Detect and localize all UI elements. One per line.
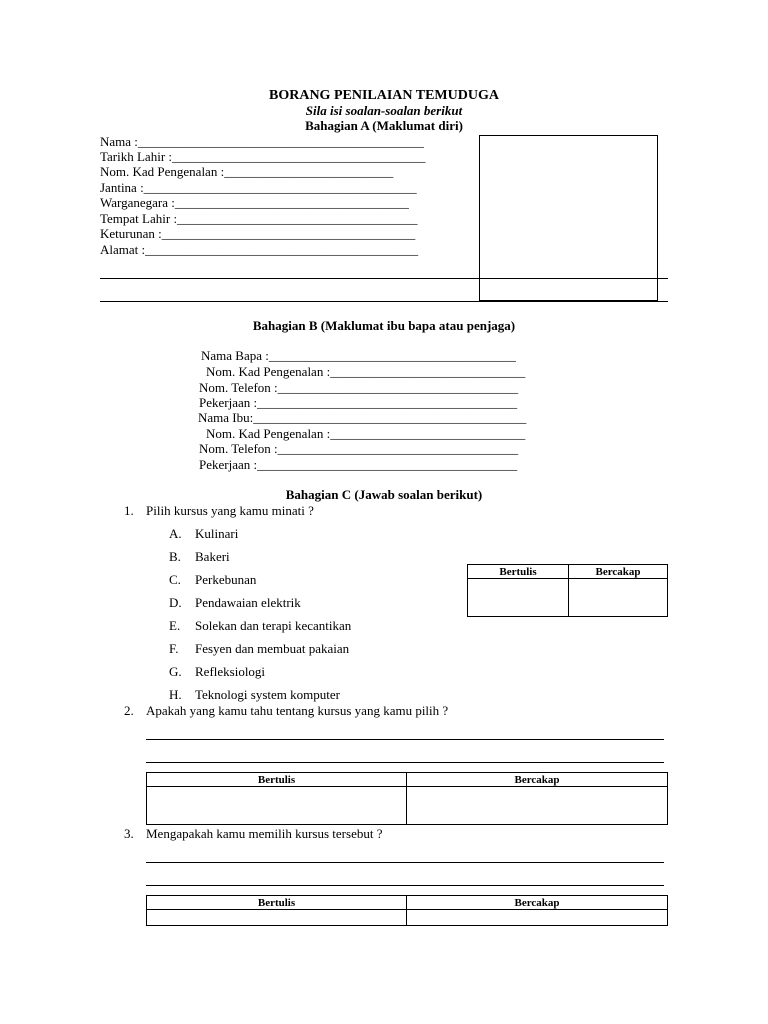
option-label: Refleksiologi bbox=[195, 664, 266, 679]
score-cell-written[interactable] bbox=[147, 787, 407, 825]
field-ibu-telefon[interactable]: Nom. Telefon :_____________________________________ bbox=[199, 441, 519, 456]
section-c-heading: Bahagian C (Jawab soalan berikut) bbox=[285, 487, 483, 502]
option-label: Solekan dan terapi kecantikan bbox=[195, 618, 352, 633]
score-cell-spoken[interactable] bbox=[407, 910, 668, 926]
option-label: Perkebunan bbox=[195, 572, 257, 587]
field-jantina[interactable]: Jantina :__________________________________________ bbox=[100, 180, 417, 195]
score-cell-spoken[interactable] bbox=[569, 579, 668, 617]
answer-line[interactable] bbox=[146, 739, 664, 740]
score-header-spoken: Bercakap bbox=[569, 565, 668, 579]
option-f[interactable] bbox=[169, 641, 349, 657]
section-b-heading: Bahagian B (Maklumat ibu bapa atau penjaga) bbox=[252, 318, 516, 333]
answer-line[interactable] bbox=[146, 885, 664, 886]
q1-score-table bbox=[467, 564, 668, 617]
option-label: Teknologi system komputer bbox=[195, 687, 340, 702]
option-e[interactable] bbox=[169, 618, 351, 634]
option-letter: B. bbox=[169, 549, 181, 564]
field-bapa-pekerjaan[interactable]: Pekerjaan :________________________________________ bbox=[199, 395, 518, 410]
score-header-spoken: Bercakap bbox=[407, 773, 668, 787]
option-c[interactable] bbox=[169, 572, 256, 588]
score-header-spoken: Bercakap bbox=[407, 896, 668, 910]
option-label: Kulinari bbox=[195, 526, 239, 541]
score-cell-spoken[interactable] bbox=[407, 787, 668, 825]
field-nama-bapa[interactable]: Nama Bapa :______________________________________ bbox=[201, 348, 516, 363]
option-letter: E. bbox=[169, 618, 181, 633]
score-cell-written[interactable] bbox=[147, 910, 407, 926]
option-b[interactable] bbox=[169, 549, 230, 565]
option-letter: C. bbox=[169, 572, 181, 587]
answer-line[interactable] bbox=[146, 762, 664, 763]
option-g[interactable] bbox=[169, 664, 265, 680]
option-letter: D. bbox=[169, 595, 182, 610]
question-2-text: Apakah yang kamu tahu tentang kursus yang kamu pilih ? bbox=[146, 703, 449, 718]
field-ibu-nom-kad[interactable]: Nom. Kad Pengenalan :______________________________ bbox=[206, 426, 526, 441]
field-bapa-telefon[interactable]: Nom. Telefon :_____________________________________ bbox=[199, 380, 519, 395]
section-a-heading: Bahagian A (Maklumat diri) bbox=[305, 118, 463, 133]
option-letter: G. bbox=[169, 664, 182, 679]
question-1-text: Pilih kursus yang kamu minati ? bbox=[146, 503, 314, 518]
field-nom-kad-pengenalan[interactable]: Nom. Kad Pengenalan :__________________________ bbox=[100, 164, 394, 179]
score-header-written: Bertulis bbox=[468, 565, 569, 579]
photo-box[interactable] bbox=[479, 135, 658, 301]
field-tempat-lahir[interactable]: Tempat Lahir :_____________________________________ bbox=[100, 211, 418, 226]
option-label: Fesyen dan membuat pakaian bbox=[195, 641, 350, 656]
option-letter: A. bbox=[169, 526, 182, 541]
option-a[interactable] bbox=[169, 526, 238, 542]
field-keturunan[interactable]: Keturunan :_______________________________________ bbox=[100, 226, 416, 241]
form-subtitle: Sila isi soalan-soalan berikut bbox=[305, 103, 463, 118]
q3-score-table bbox=[146, 895, 668, 926]
question-3-text: Mengapakah kamu memilih kursus tersebut ? bbox=[146, 826, 383, 841]
option-label: Bakeri bbox=[195, 549, 230, 564]
field-bapa-nom-kad[interactable]: Nom. Kad Pengenalan :______________________________ bbox=[206, 364, 526, 379]
q2-score-table bbox=[146, 772, 668, 825]
option-letter: F. bbox=[169, 641, 179, 656]
field-nama-ibu[interactable]: Nama Ibu:__________________________________________ bbox=[198, 410, 527, 425]
answer-line[interactable] bbox=[146, 862, 664, 863]
address-line-2[interactable] bbox=[100, 301, 668, 302]
option-label: Pendawaian elektrik bbox=[195, 595, 301, 610]
field-alamat[interactable]: Alamat :__________________________________________ bbox=[100, 242, 419, 257]
score-cell-written[interactable] bbox=[468, 579, 569, 617]
question-1-number: 1. bbox=[124, 503, 134, 518]
field-nama[interactable]: Nama :____________________________________________ bbox=[100, 134, 424, 149]
question-3-number: 3. bbox=[124, 826, 134, 841]
option-letter: H. bbox=[169, 687, 182, 702]
field-warganegara[interactable]: Warganegara :____________________________________ bbox=[100, 195, 409, 210]
form-title: BORANG PENILAIAN TEMUDUGA bbox=[269, 88, 499, 103]
score-header-written: Bertulis bbox=[147, 773, 407, 787]
field-tarikh-lahir[interactable]: Tarikh Lahir :_______________________________________ bbox=[100, 149, 426, 164]
option-h[interactable] bbox=[169, 687, 340, 703]
question-2-number: 2. bbox=[124, 703, 134, 718]
score-header-written: Bertulis bbox=[147, 896, 407, 910]
option-d[interactable] bbox=[169, 595, 301, 611]
field-ibu-pekerjaan[interactable]: Pekerjaan :________________________________________ bbox=[199, 457, 518, 472]
